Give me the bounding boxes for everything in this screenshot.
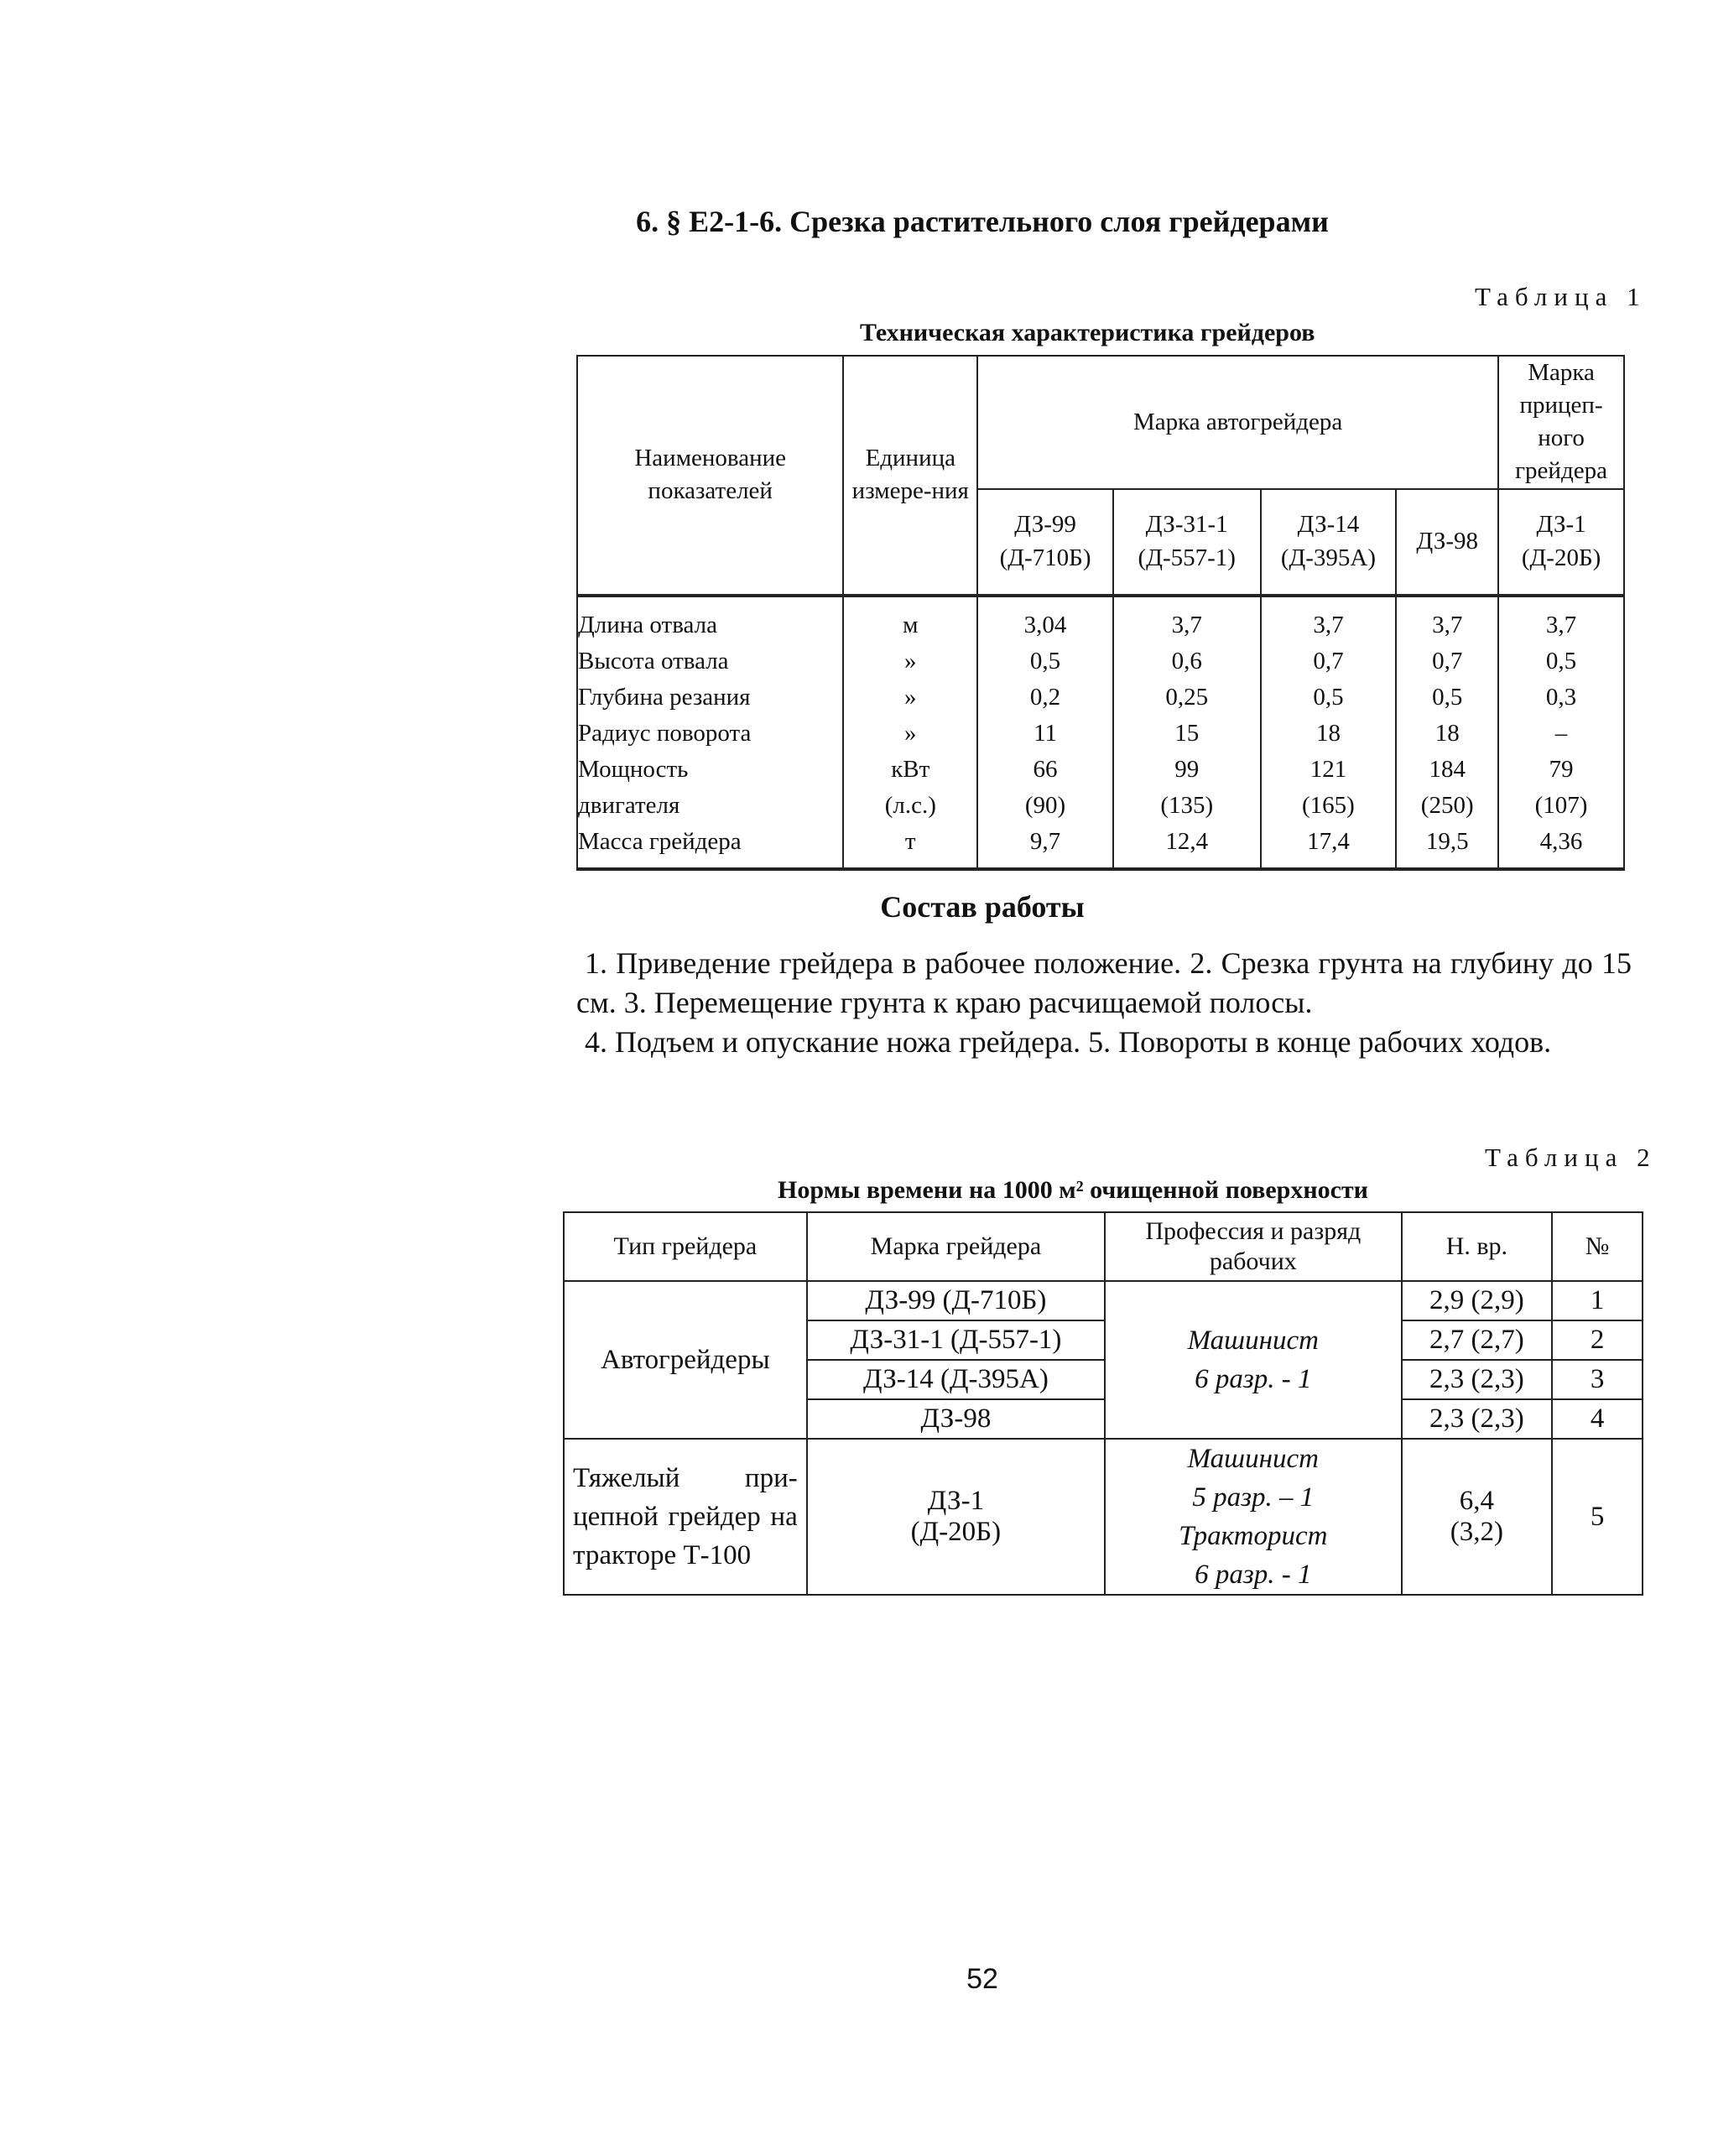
header-time: Н. вр. <box>1402 1212 1553 1281</box>
header-number: № <box>1552 1212 1643 1281</box>
heavy-number: 5 <box>1552 1439 1643 1595</box>
heavy-time: 6,4 (3,2) <box>1402 1439 1553 1595</box>
section-title: 6. § Е2-1-6. Срезка растительного слоя грейдерами <box>636 205 1329 238</box>
header-auto-group: Марка автогрейдера <box>977 356 1498 489</box>
time-norms-table <box>563 1211 1643 1596</box>
table-row <box>564 1439 1643 1595</box>
header-model: Марка грейдера <box>807 1212 1105 1281</box>
work-heading: Состав работы <box>880 890 1085 924</box>
table-row: ДЗ-98 2,3 (2,3) 4 <box>564 1399 1643 1439</box>
work-steps-1: 1. Приведение грейдера в рабочее положение. 2. Срезка грунта на глубину до 15 см. 3. Перемещение грунта к краю расчищаемой полосы. <box>576 946 1632 1019</box>
header-model: ДЗ-99 (Д-710Б) <box>977 489 1113 595</box>
table2-caption: Нормы времени на 1000 м² очищенной поверхности <box>778 1176 1368 1204</box>
header-model: ДЗ-1 (Д-20Б) <box>1498 489 1624 595</box>
table-row: Высота отвала » 0,5 0,6 0,7 0,7 0,5 <box>577 643 1624 680</box>
table-row: ДЗ-31-1 (Д-557-1) 2,7 (2,7) 2 <box>564 1320 1643 1360</box>
table-row: Мощность кВт 66 99 121 184 79 <box>577 752 1624 788</box>
heavy-type: Тяжелый при-цепной грейдер на тракторе Т-100 <box>564 1439 807 1595</box>
header-profession: Профессия и разряд рабочих <box>1105 1212 1401 1281</box>
table-row: Масса грейдера т 9,7 12,4 17,4 19,5 4,36 <box>577 824 1624 867</box>
header-type: Тип грейдера <box>564 1212 807 1281</box>
auto-type: Автогрейдеры <box>564 1281 807 1439</box>
table-row: Автогрейдеры ДЗ-99 (Д-710Б) Машинист 6 разр. - 1 2,9 (2,9) 1 <box>564 1281 1643 1320</box>
header-model: ДЗ-31-1 (Д-557-1) <box>1113 489 1261 595</box>
table-row: двигателя (л.с.) (90) (135) (165) (250) (107) <box>577 788 1624 824</box>
table-row: ДЗ-14 (Д-395А) 2,3 (2,3) 3 <box>564 1360 1643 1399</box>
table-row: Глубина резания » 0,2 0,25 0,5 0,5 0,3 <box>577 680 1624 716</box>
table-row: Длина отвала м 3,04 3,7 3,7 3,7 3,7 <box>577 596 1624 643</box>
table2-label: Таблица 2 <box>1485 1143 1657 1172</box>
table1-label: Таблица 1 <box>1475 282 1647 311</box>
auto-profession: Машинист 6 разр. - 1 <box>1105 1281 1401 1439</box>
header-model: ДЗ-98 <box>1396 489 1498 595</box>
work-steps-2: 4. Подъем и опускание ножа грейдера. 5. Повороты в конце рабочих ходов. <box>585 1025 1552 1059</box>
header-model: ДЗ-14 (Д-395А) <box>1261 489 1397 595</box>
table1-caption: Техническая характеристика грейдеров <box>860 319 1315 346</box>
header-trailer-group: Марка прицеп-ного грейдера <box>1498 356 1624 489</box>
technical-specs-table <box>576 355 1625 871</box>
work-description <box>576 944 1632 1062</box>
header-unit: Единица измере-ния <box>843 356 977 595</box>
heavy-profession: Машинист 5 разр. – 1 Тракторист 6 разр. - 1 <box>1105 1439 1401 1595</box>
header-name: Наименование показателей <box>577 356 843 595</box>
page-number: 52 <box>966 1963 998 1995</box>
heavy-model: ДЗ-1 (Д-20Б) <box>807 1439 1105 1595</box>
table-row: Радиус поворота » 11 15 18 18 – <box>577 716 1624 752</box>
